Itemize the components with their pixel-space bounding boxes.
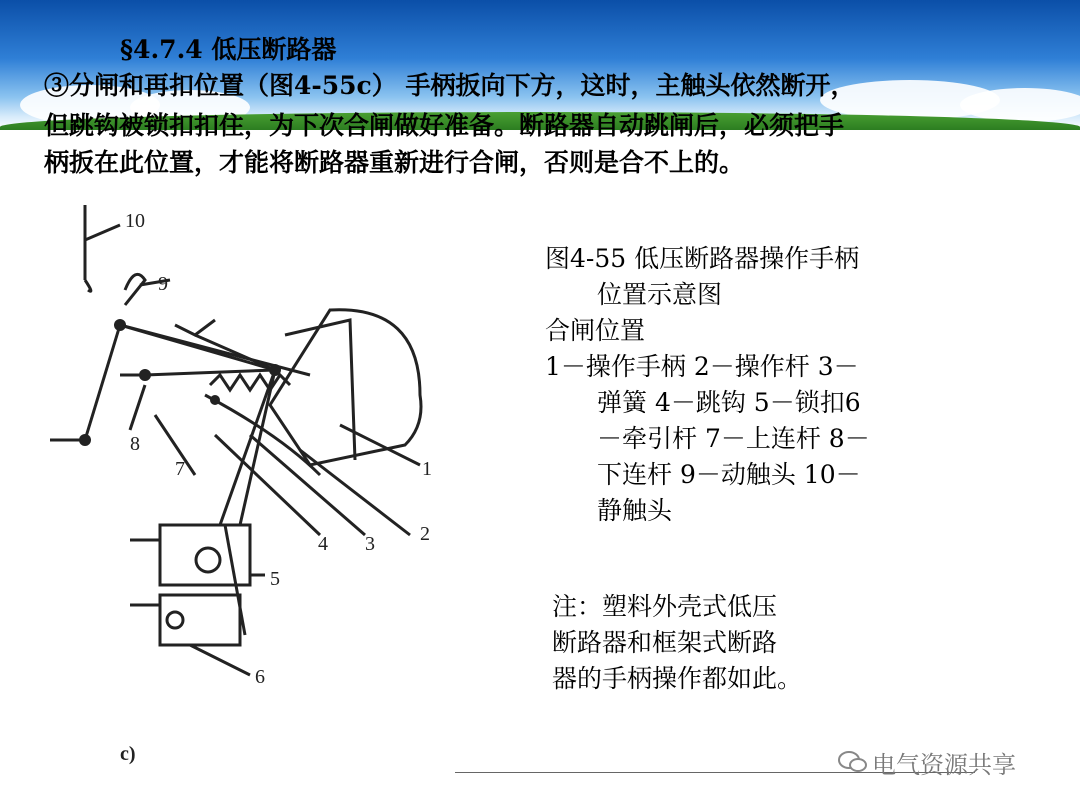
caption-legend-3: －牵引杆 7－上连杆 8－ xyxy=(597,424,870,453)
label-7: 7 xyxy=(175,458,185,480)
caption-legend-4: 下连杆 9－动触头 10－ xyxy=(597,460,861,489)
caption-title-1: 图4-55 低压断路器操作手柄 xyxy=(545,244,860,273)
wechat-icon xyxy=(838,750,868,774)
caption-position: 合闸位置 xyxy=(545,316,646,345)
label-2: 2 xyxy=(420,523,430,545)
section-heading: §4.7.4 低压断路器 xyxy=(120,35,337,64)
caption-legend-1: 1－操作手柄 2－操作杆 3－ xyxy=(545,352,859,381)
label-8: 8 xyxy=(130,433,140,455)
label-4: 4 xyxy=(318,533,328,555)
label-3: 3 xyxy=(365,533,375,555)
label-6: 6 xyxy=(255,666,265,688)
label-9: 9 xyxy=(158,273,168,295)
body-line-3: 柄扳在此位置，才能将断路器重新进行合闸，否则是合不上的。 xyxy=(44,148,745,177)
note-line-2: 断路器和框架式断路 xyxy=(552,628,778,657)
caption-title-2: 位置示意图 xyxy=(597,280,723,309)
figure-sublabel: c) xyxy=(120,743,136,765)
caption-legend-5: 静触头 xyxy=(597,496,673,525)
caption-legend-2: 弹簧 4－跳钩 5－锁扣6 xyxy=(597,388,861,417)
body-line-2: 但跳钩被锁扣扣住，为下次合闸做好准备。断路器自动跳闸后，必须把手 xyxy=(44,111,845,140)
note-line-1: 注：塑料外壳式低压 xyxy=(552,592,778,621)
body-line-1: ③分闸和再扣位置（图4-55c） 手柄扳向下方，这时，主触头依然断开， xyxy=(44,71,856,100)
label-1: 1 xyxy=(422,458,432,480)
label-5: 5 xyxy=(270,568,280,590)
note-line-3: 器的手柄操作都如此。 xyxy=(552,664,803,693)
watermark-text: 电气资源共享 xyxy=(872,751,1016,779)
label-10: 10 xyxy=(125,210,145,232)
breaker-handle-diagram xyxy=(40,195,460,785)
